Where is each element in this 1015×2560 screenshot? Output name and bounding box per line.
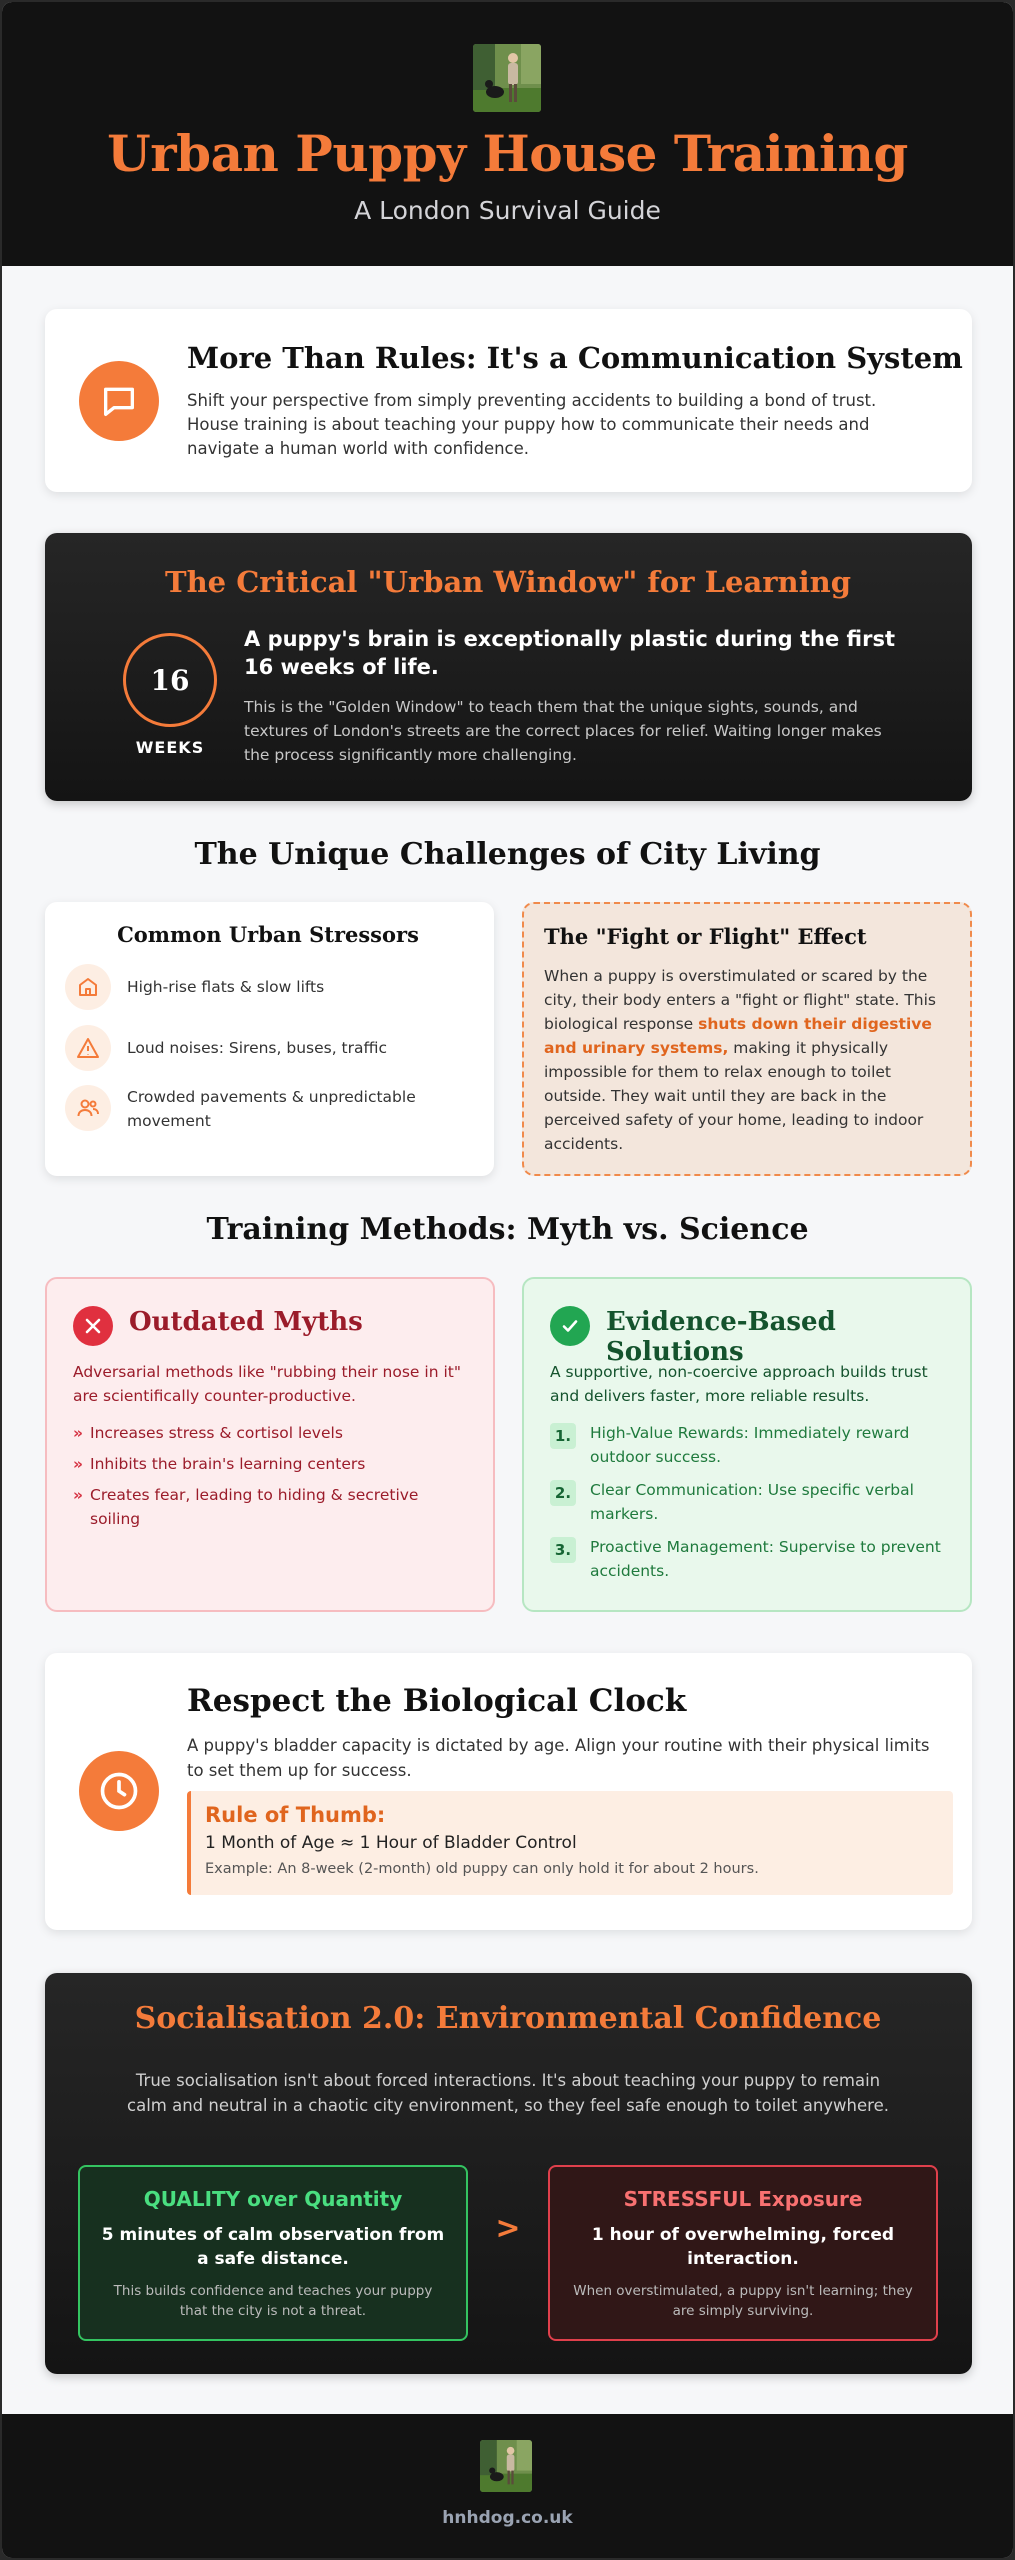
solution-number: 2. xyxy=(550,1480,576,1506)
myth-marker: » xyxy=(73,1486,84,1504)
rule-equation: 1 Month of Age ≈ 1 Hour of Bladder Control xyxy=(205,1833,577,1853)
urban-window-text: This is the "Golden Window" to teach them that the unique sights, sounds, and textures of London's streets are the correct places for relief. Waiting longer makes the process significantly more challenging. xyxy=(244,698,882,764)
socialisation-title: Socialisation 2.0: Environmental Confidence xyxy=(134,2001,882,2036)
quality-heading: QUALITY over Quantity xyxy=(143,2187,403,2211)
solution-text: High-Value Rewards: Immediately reward outdoor success. xyxy=(590,1424,910,1466)
rule-of-thumb-box xyxy=(187,1791,953,1895)
weeks-number: 16 xyxy=(123,633,217,727)
communication-title: More Than Rules: It's a Communication System xyxy=(187,341,963,375)
check-circle-icon xyxy=(550,1306,590,1346)
weeks-label: WEEKS xyxy=(135,738,205,757)
home-icon xyxy=(65,964,111,1010)
communication-card xyxy=(45,309,972,492)
page xyxy=(2,2,1013,2558)
stressful-heading: STRESSFUL Exposure xyxy=(623,2187,863,2211)
rule-example: Example: An 8-week (2-month) old puppy can only hold it for about 2 hours. xyxy=(205,1861,759,1877)
x-circle-icon xyxy=(73,1306,113,1346)
clock-title: Respect the Biological Clock xyxy=(187,1683,687,1719)
footer xyxy=(2,2414,1013,2558)
socialisation-card xyxy=(45,1973,972,2374)
stressor-item xyxy=(65,964,475,1012)
clock-icon xyxy=(79,1751,159,1831)
fight-or-flight-card xyxy=(522,902,972,1176)
urban-window-card xyxy=(45,533,972,801)
chat-bubble-icon xyxy=(79,361,159,441)
fight-or-flight-text xyxy=(544,964,949,1156)
myths-card xyxy=(45,1277,495,1612)
solutions-title: Evidence-Based Solutions xyxy=(606,1307,836,1367)
myths-text: Adversarial methods like "rubbing their nose in it" are scientifically counter-productive. xyxy=(73,1363,461,1405)
fight-or-flight-title: The "Fight or Flight" Effect xyxy=(544,924,867,949)
warning-icon xyxy=(65,1025,111,1071)
myth-marker: » xyxy=(73,1424,84,1442)
urban-window-title: The Critical "Urban Window" for Learning xyxy=(164,565,851,599)
quality-lead: 5 minutes of calm observation from a safe distance. xyxy=(101,2225,445,2269)
solutions-card xyxy=(522,1277,972,1612)
header xyxy=(2,2,1013,266)
stressor-label: High-rise flats & slow lifts xyxy=(127,978,325,996)
myths-title: Outdated Myths xyxy=(129,1307,363,1337)
solution-item xyxy=(550,1421,950,1471)
socialisation-text: True socialisation isn't about forced interactions. It's about teaching your puppy to remain calm and neutral in a chaotic city environment, so they feel safe enough to toilet anywhere. xyxy=(127,2071,889,2115)
stressful-lead: 1 hour of overwhelming, forced interaction. xyxy=(591,2225,895,2269)
myth-item-text: Inhibits the brain's learning centers xyxy=(90,1455,366,1473)
myth-marker: » xyxy=(73,1455,84,1473)
myth-item-text: Increases stress & cortisol levels xyxy=(90,1424,343,1442)
comparator-symbol: > xyxy=(495,2211,521,2246)
footer-logo-photo xyxy=(480,2440,532,2492)
solution-text: Clear Communication: Use specific verbal markers. xyxy=(590,1481,914,1523)
people-icon xyxy=(65,1085,111,1131)
stressors-title: Common Urban Stressors xyxy=(117,922,419,947)
solutions-text: A supportive, non-coercive approach builds trust and delivers faster, more reliable results. xyxy=(550,1363,928,1405)
challenges-heading: The Unique Challenges of City Living xyxy=(194,837,821,872)
page-subtitle: A London Survival Guide xyxy=(354,196,661,225)
rule-title: Rule of Thumb: xyxy=(205,1803,386,1827)
biological-clock-card xyxy=(45,1653,972,1930)
page-title: Urban Puppy House Training xyxy=(107,124,908,183)
urban-window-lead: A puppy's brain is exceptionally plastic during the first 16 weeks of life. xyxy=(244,627,895,679)
solution-text: Proactive Management: Supervise to prevent accidents. xyxy=(590,1538,941,1580)
quality-small: This builds confidence and teaches your puppy that the city is not a threat. xyxy=(113,2283,433,2319)
footer-domain-link[interactable]: hnhdog.co.uk xyxy=(442,2508,573,2528)
solution-number: 1. xyxy=(550,1423,576,1449)
clock-text: A puppy's bladder capacity is dictated by age. Align your routine with their physical limits to set them up for success. xyxy=(187,1736,930,1780)
fight-text-before: When a puppy is overstimulated or scared by the city, their body enters a "fight or flight" state. This biological response xyxy=(544,967,937,1033)
myth-item xyxy=(73,1421,473,1445)
methods-heading: Training Methods: Myth vs. Science xyxy=(206,1212,809,1247)
stressor-item xyxy=(65,1085,475,1133)
stressor-label: Loud noises: Sirens, buses, traffic xyxy=(127,1039,388,1057)
stressor-label: Crowded pavements & unpredictable movement xyxy=(127,1088,416,1130)
myth-item xyxy=(73,1452,473,1476)
solution-item xyxy=(550,1478,950,1528)
quality-box xyxy=(78,2165,468,2341)
stressor-item xyxy=(65,1025,475,1073)
stressful-box xyxy=(548,2165,938,2341)
myth-item-text: Creates fear, leading to hiding & secretive soiling xyxy=(90,1486,419,1528)
fight-text-after: making it physically impossible for them to relax enough to toilet outside. They wait until they are back in the perceived safety of your home, leading to indoor accidents. xyxy=(544,1039,924,1153)
communication-text: Shift your perspective from simply preventing accidents to building a bond of trust. House training is about teaching your puppy how to communicate their needs and navigate a human world with confidence. xyxy=(187,391,877,458)
stressful-small: When overstimulated, a puppy isn't learning; they are simply surviving. xyxy=(573,2283,913,2319)
fight-text-highlight: shuts down their digestive and urinary systems, xyxy=(544,1015,932,1057)
stressors-card xyxy=(45,902,494,1176)
solution-number: 3. xyxy=(550,1537,576,1563)
myth-item xyxy=(73,1483,473,1531)
solution-item xyxy=(550,1535,950,1585)
logo-photo xyxy=(473,44,541,112)
